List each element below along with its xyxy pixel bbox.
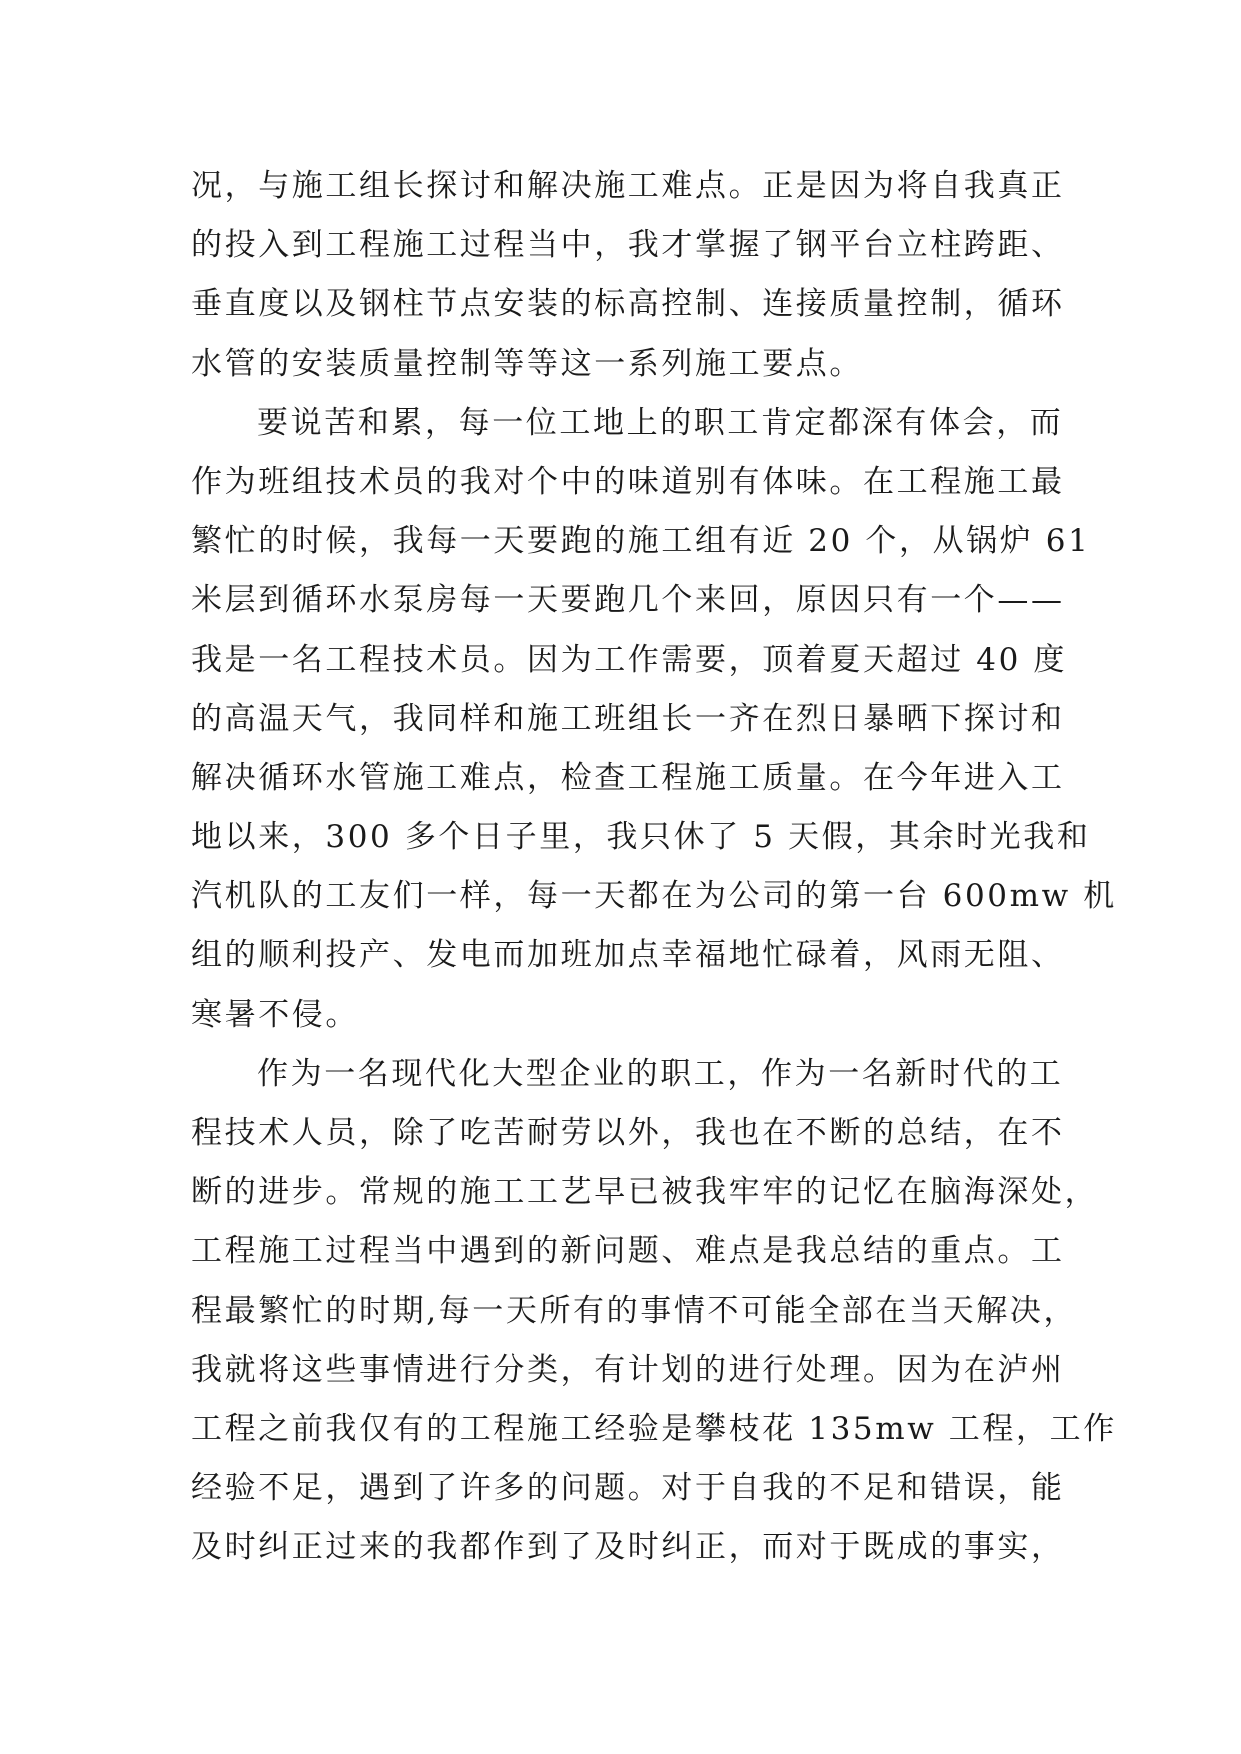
text-line: 我是一名工程技术员。因为工作需要，顶着夏天超过 40 度 xyxy=(191,641,1067,678)
text-line: 经验不足，遇到了许多的问题。对于自我的不足和错误，能 xyxy=(191,1470,1065,1507)
text-line: 寒暑不侵。 xyxy=(191,996,359,1033)
text-line: 断的进步。常规的施工工艺早已被我牢牢的记忆在脑海深处， xyxy=(191,1174,1099,1211)
text-line: 的投入到工程施工过程当中，我才掌握了钢平台立柱跨距、 xyxy=(191,227,1065,264)
text-line: 作为班组技术员的我对个中的味道别有体味。在工程施工最 xyxy=(191,463,1065,500)
text-line: 繁忙的时候，我每一天要跑的施工组有近 20 个，从锅炉 61 xyxy=(191,523,1091,560)
text-line: 米层到循环水泵房每一天要跑几个来回，原因只有一个—— xyxy=(191,582,1065,619)
text-line: 程最繁忙的时期,每一天所有的事情不可能全部在当天解决， xyxy=(191,1292,1078,1329)
text-line: 组的顺利投产、发电而加班加点幸福地忙碌着，风雨无阻、 xyxy=(191,937,1065,974)
text-line: 地以来，300 多个日子里，我只休了 5 天假，其余时光我和 xyxy=(191,819,1091,856)
text-line: 汽机队的工友们一样，每一天都在为公司的第一台 600mw 机 xyxy=(191,878,1117,915)
paragraph-first-line: 要说苦和累，每一位工地上的职工肯定都深有体会，而 xyxy=(257,404,1064,441)
text-line: 程技术人员，除了吃苦耐劳以外，我也在不断的总结，在不 xyxy=(191,1115,1065,1151)
text-line: 的高温天气，我同样和施工班组长一齐在烈日暴晒下探讨和 xyxy=(191,700,1065,737)
text-line: 工程之前我仅有的工程施工经验是攀枝花 135mw 工程，工作 xyxy=(191,1410,1117,1447)
text-line: 工程施工过程当中遇到的新问题、难点是我总结的重点。工 xyxy=(191,1233,1065,1270)
text-line: 我就将这些事情进行分类，有计划的进行处理。因为在泸州 xyxy=(191,1351,1065,1388)
document-body xyxy=(191,157,1117,1578)
text-line: 解决循环水管施工难点，检查工程施工质量。在今年进入工 xyxy=(191,759,1065,796)
text-line: 垂直度以及钢柱节点安装的标高控制、连接质量控制，循环 xyxy=(191,286,1065,323)
text-line: 况，与施工组长探讨和解决施工难点。正是因为将自我真正 xyxy=(191,168,1065,204)
text-line: 及时纠正过来的我都作到了及时纠正，而对于既成的事实， xyxy=(191,1529,1065,1566)
paragraph-first-line: 作为一名现代化大型企业的职工，作为一名新时代的工 xyxy=(257,1055,1064,1092)
text-line: 水管的安装质量控制等等这一系列施工要点。 xyxy=(191,345,863,382)
